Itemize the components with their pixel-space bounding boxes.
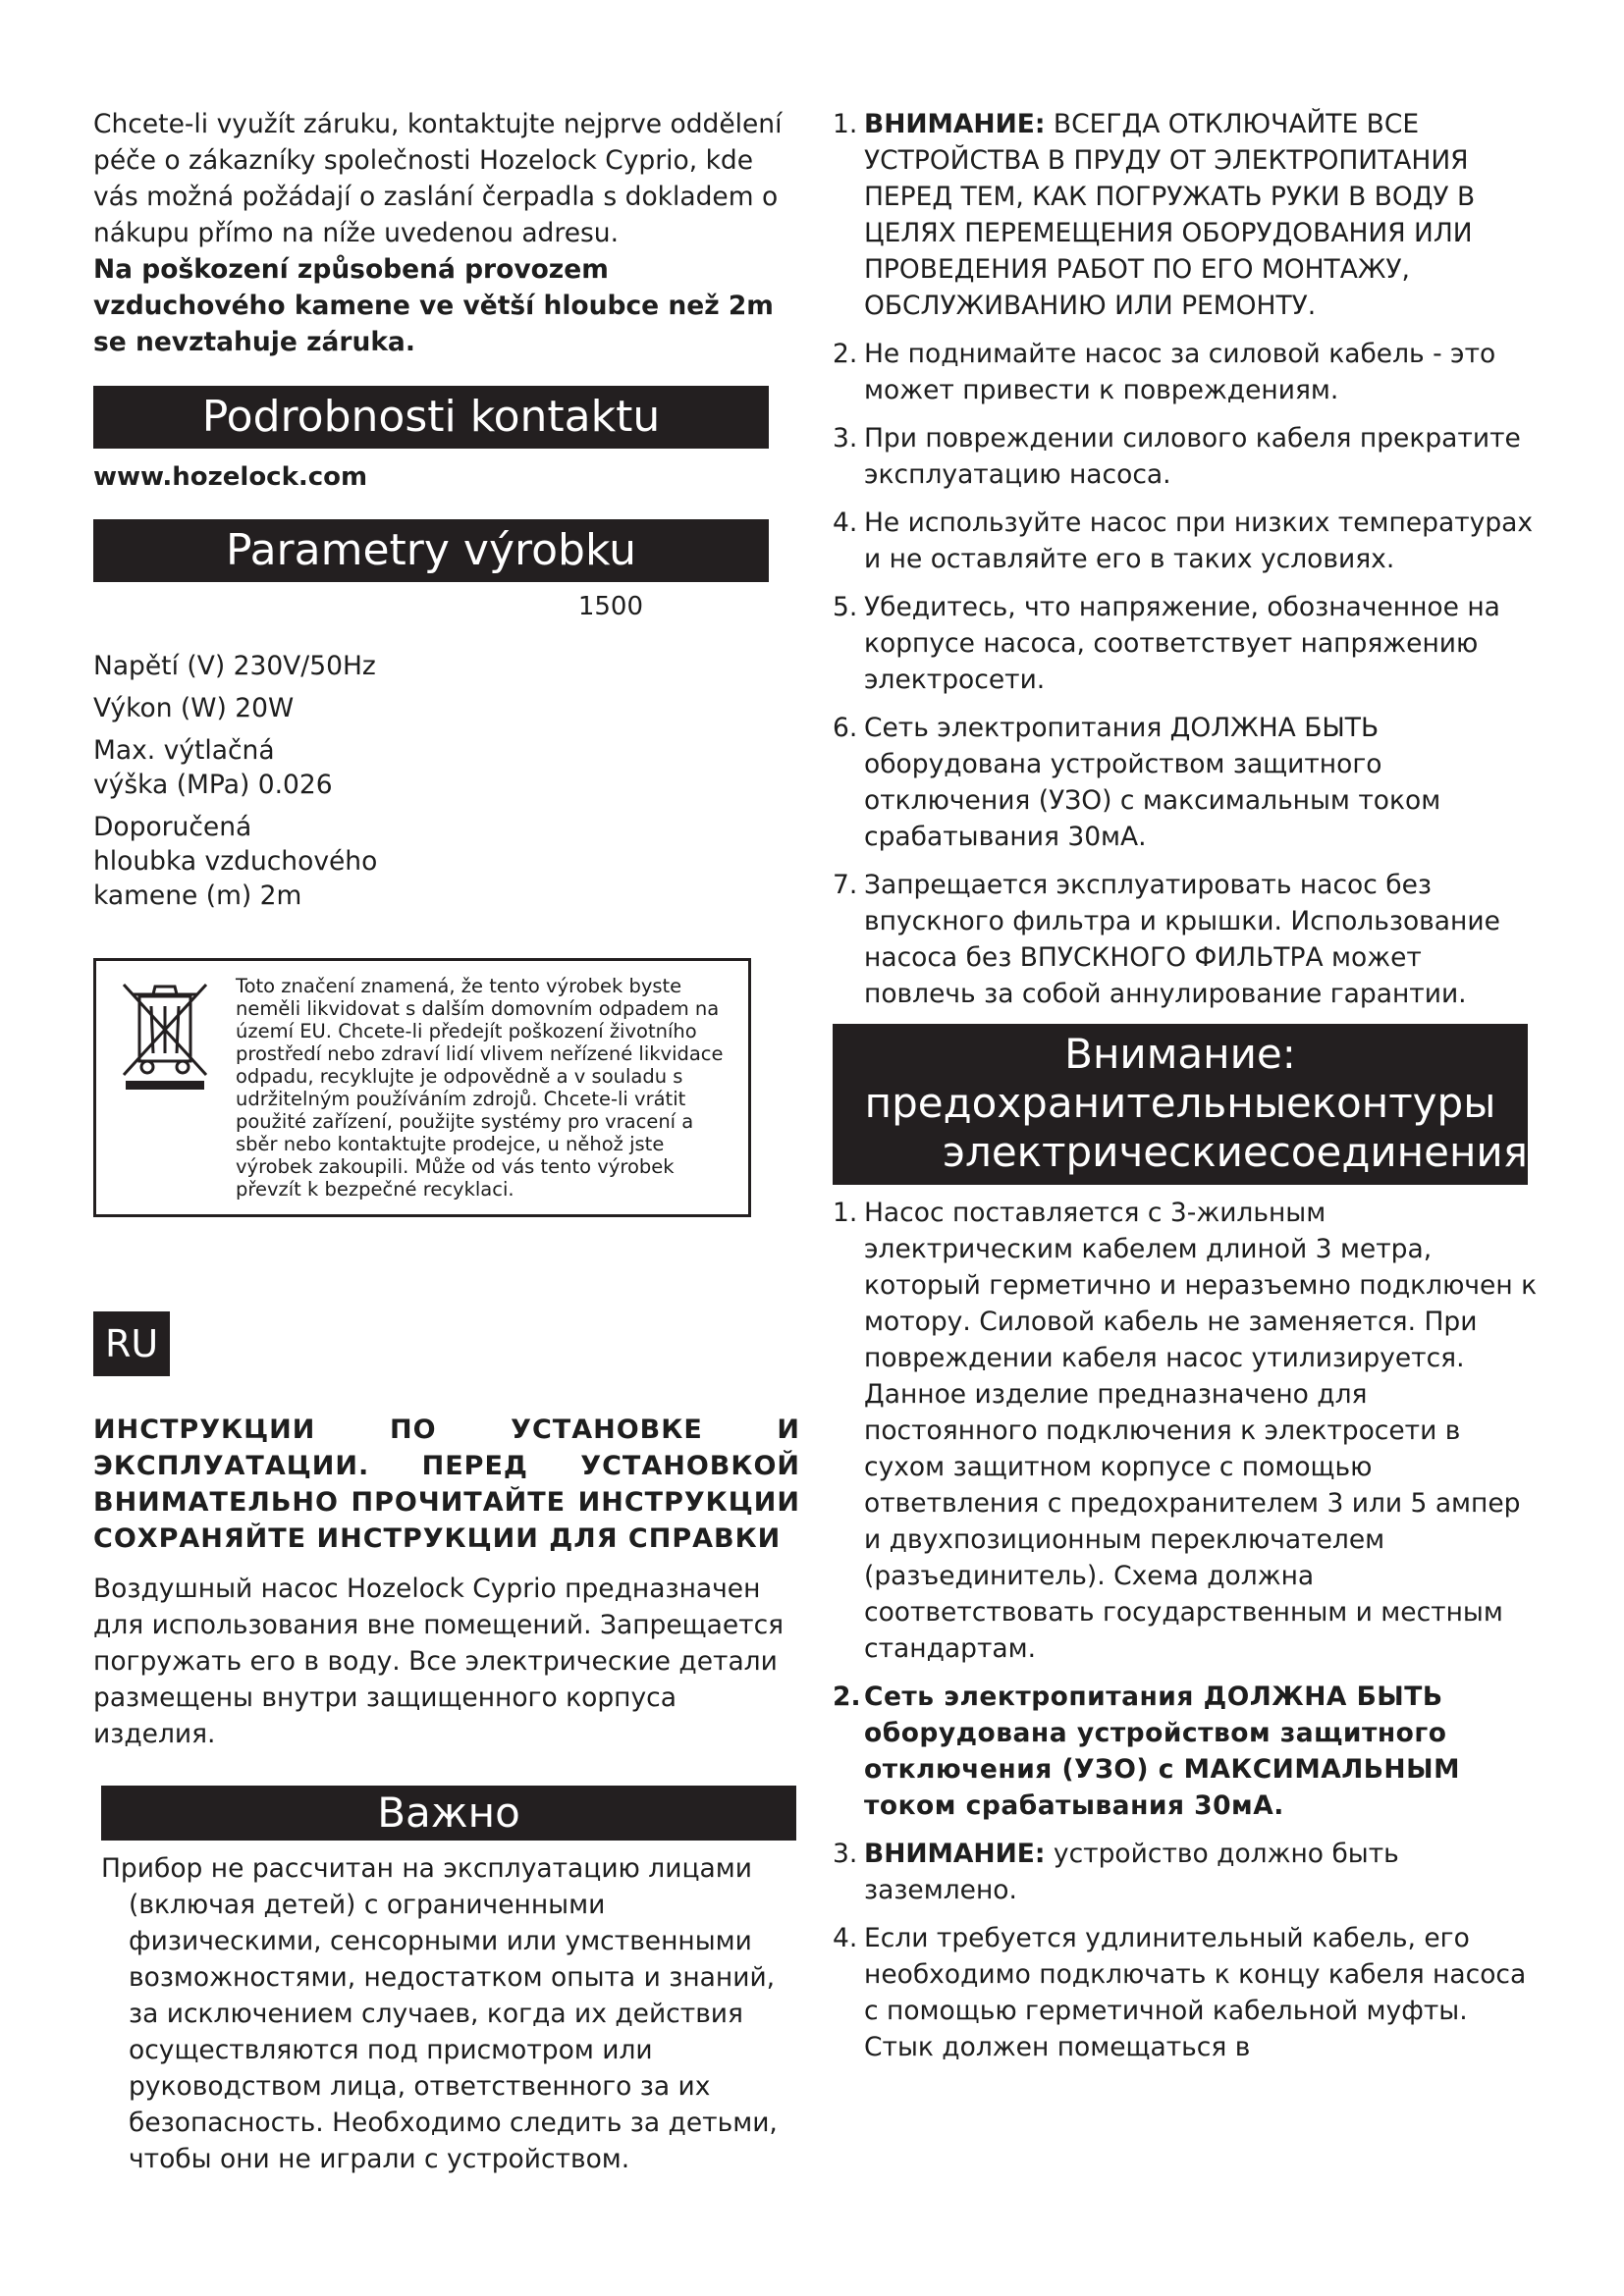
spec-power: Výkon (W) 20W	[93, 693, 295, 723]
warning-heading	[833, 1024, 1528, 1185]
weee-notice	[93, 958, 751, 1217]
list-item: 2. Сеть электропитания ДОЛЖНА БЫТЬ оборудована устройством защитного отключения (УЗО) с МАКСИМАЛЬНЫМ током срабатывания 30мА.	[833, 1682, 1460, 1821]
list-item: 1. Насос поставляется с 3-жильным электрическим кабелем длиной 3 метра, который герметично и неразъемно подключен к мотору. Силовой кабель не заменяется. При повреждении кабеля насос утилизируется. Данное изделие предназначено для постоянного подключения к электросети в сухом защитном корпусе с помощью ответвления с предохранителем 3 или 5 ампер и двухпозиционным переключателем (разъединитель). Схема должна соответствовать государственным и местным стандартам.	[833, 1198, 1538, 1664]
language-badge: RU	[93, 1311, 170, 1376]
contact-heading: Podrobnosti kontaktu	[93, 386, 769, 449]
warning-heading-line-3: электрическиесоединения	[942, 1128, 1528, 1176]
right-column	[833, 106, 1540, 2077]
list-item: 3. ВНИМАНИЕ: устройство должно быть заземлено.	[833, 1839, 1399, 1905]
spec-voltage: Napětí (V) 230V/50Hz	[93, 651, 376, 681]
crossed-bin-icon	[116, 975, 214, 1201]
safety-list	[833, 106, 1540, 1012]
spec-depth: Doporučená hloubka vzduchového kamene (m) 2m	[93, 812, 378, 911]
list-item: 6. Сеть электропитания ДОЛЖНА БЫТЬ оборудована устройством защитного отключения (УЗО) с максимальным током срабатывания 30мА.	[833, 713, 1441, 852]
list-item: 3. При повреждении силового кабеля прекратите эксплуатацию насоса.	[833, 423, 1521, 490]
instructions-heading: ИНСТРУКЦИИ ПО УСТАНОВКЕ И ЭКСПЛУАТАЦИИ. ПЕРЕД УСТАНОВКОЙ ВНИМАТЕЛЬНО ПРОЧИТАЙТЕ ИНСТРУКЦИИ СОХРАНЯЙТЕ ИНСТРУКЦИИ ДЛЯ СПРАВКИ	[93, 1415, 800, 1554]
list-item: 4. Не используйте насос при низких температурах и не оставляйте его в таких условиях.	[833, 507, 1534, 574]
list-item: 7. Запрещается эксплуатировать насос без впускного фильтра и крышки. Использование насоса без ВПУСКНОГО ФИЛЬТРА может повлечь за собой аннулирование гарантии.	[833, 870, 1500, 1009]
list-item: 2. Не поднимайте насос за силовой кабель - это может привести к повреждениям.	[833, 339, 1496, 405]
intro-text: Воздушный насос Hozelock Cyprio предназначен для использования вне помещений. Запрещается погружать его в воду. Все электрические детали размещены внутри защищенного корпуса изделия.	[93, 1574, 785, 1749]
electrical-list	[833, 1195, 1540, 2065]
spec-list	[93, 649, 800, 913]
website-link[interactable]: www.hozelock.com	[93, 462, 368, 492]
model-number: 1500	[577, 592, 643, 621]
spec-head: Max. výtlačná výška (MPa) 0.026	[93, 735, 333, 800]
params-heading: Parametry výrobku	[93, 519, 769, 582]
warning-heading-line-1: Внимание:	[1064, 1030, 1296, 1078]
weee-text: Toto značení znamená, že tento výrobek byste neměli likvidovat s dalším domovním odpadem na území EU. Chcete-li předejít poškození životního prostředí nebo zdraví lidí vlivem neřízené likvidace odpadu, recyklujte je odpovědně a v souladu s udržitelným používáním zdrojů. Chcete-li vrátit použité zařízení, použijte systémy pro vracení a sběr nebo kontaktujte prodejce, u něhož jste výrobek zakoupili. Může od vás tento výrobek převzít k bezpečné recyklaci.	[236, 975, 724, 1201]
left-column	[93, 106, 800, 2177]
warning-heading-line-2: предохранительныеконтуры	[864, 1079, 1496, 1127]
warranty-text: Chcete-li využít záruku, kontaktujte nejprve oddělení péče o zákazníky společnosti Hozelock Cyprio, kde vás možná požádají o zaslání čerpadla s dokladem o nákupu přímo na níže uvedenou adresu.	[93, 109, 783, 248]
list-item: 1. ВНИМАНИЕ: ВСЕГДА ОТКЛЮЧАЙТЕ ВСЕ УСТРОЙСТВА В ПРУДУ ОТ ЭЛЕКТРОПИТАНИЯ ПЕРЕД ТЕМ, КАК ПОГРУЖАТЬ РУКИ В ВОДУ В ЦЕЛЯХ ПЕРЕМЕЩЕНИЯ ОБОРУДОВАНИЯ ИЛИ ПРОВЕДЕНИЯ РАБОТ ПО ЕГО МОНТАЖУ, ОБСЛУЖИВАНИЮ ИЛИ РЕМОНТУ.	[833, 109, 1476, 321]
important-heading: Важно	[101, 1786, 796, 1841]
important-text: Прибор не рассчитан на эксплуатацию лицами (включая детей) с ограниченными физическими, сенсорными или умственными возможностями, недостатком опыта и знаний, за исключением случаев, когда их действия осуществляются под присмотром или руководством лица, ответственного за их безопасность. Необходимо следить за детьми, чтобы они не играли с устройством.	[101, 1853, 778, 2174]
warranty-note: Na poškození způsobená provozem vzduchového kamene ve větší hloubce než 2m se nevztahuje záruka.	[93, 254, 774, 357]
list-item: 4. Если требуется удлинительный кабель, его необходимо подключать к концу кабеля насоса с помощью герметичной кабельной муфты. Стык должен помещаться в	[833, 1923, 1527, 2062]
list-item: 5. Убедитесь, что напряжение, обозначенное на корпусе насоса, соответствует напряжению электросети.	[833, 592, 1500, 695]
